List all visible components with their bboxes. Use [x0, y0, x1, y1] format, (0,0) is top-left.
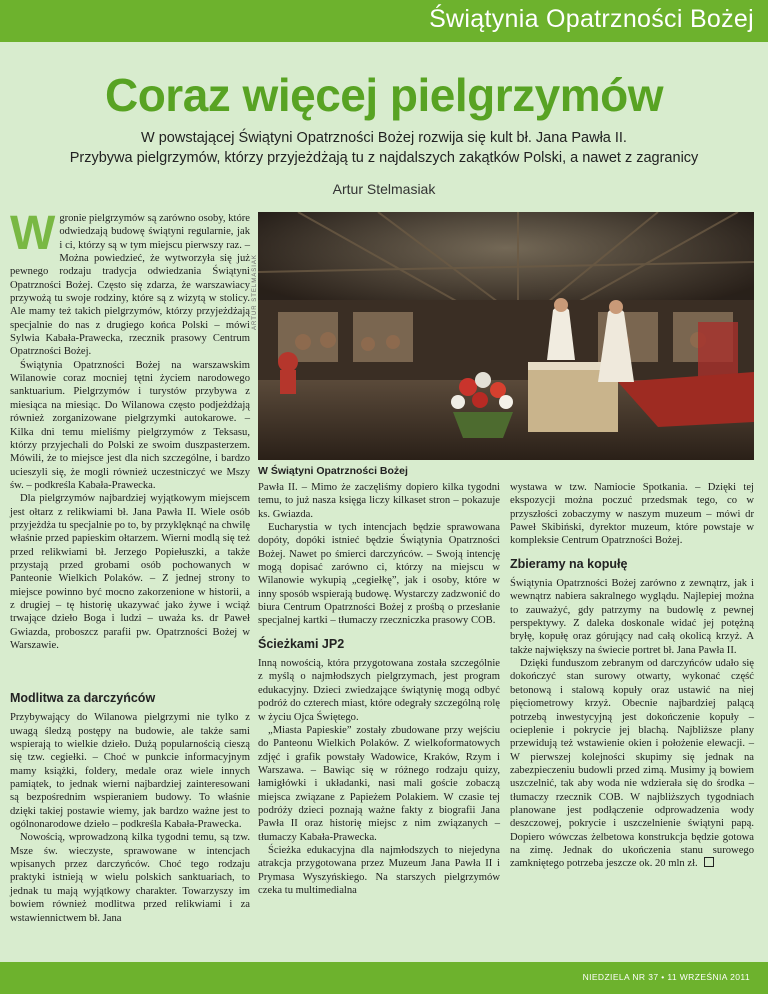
photo-illustration — [258, 212, 754, 460]
paragraph: Ścieżka edukacyjna dla najmłodszych to niejedyna atrakcja przygotowana przez Muzeum Jana Pawła II i Prymasa Wyszyńskiego. Na starszych pielgrzymów czeka tu multimedialna — [258, 844, 500, 896]
photo-caption: W Świątyni Opatrzności Bożej — [258, 465, 408, 477]
paragraph: Dla pielgrzymów najbardziej wyjątkowym miejscem jest ołtarz z relikwiami bł. Jana Pawła II. Wiele osób przyjeżdża tu specjalnie po to, by przyklęknąć na chwilę właśnie przed papieskim ołtarzem. Wierni modlą się też przed relikwiami bł. Jerzego Popiełuszki, a także przystają przed grobami osób pochowanych w Panteonie Wielkich Polaków. – Z jednej strony to miejsce powinno być mocno zakorzenione w historii, a z drugiej – tę historię ukazywać jako żywe i wciąż trwające dzieło Boga i ludzi – uważa ks. dr Paweł Gwiazda, proboszcz parafii pw. Opatrzności Bożej w Warszawie. — [10, 493, 250, 651]
paragraph-intro-text: gronie pielgrzymów są zarówno osoby, które odwiedzają budowę świątyni regularnie, jak i ci, którzy są w tym miejscu pierwszy raz. – Można powiedzieć, że wytworzyła się już pewnego rodzaju tradycja odwiedzania Świątyni Opatrzności Bożej. Często się zdarza, że warszawiacy przywożą tu swoje rodziny, które są z wizytą w stolicy. Ale mamy też takich pielgrzymów, którzy przyjeżdżają specjalnie do nas z drugiego końca Polski – mówi Sylwia Kabała-Prawecka, rzecznik prasowy Centrum Opatrzności Bożej. — [10, 213, 250, 358]
paragraph: „Miasta Papieskie” zostały zbudowane przy wejściu do Panteonu Wielkich Polaków. Z wielkoformatowych zdjęć i grafik powstały Wadowice, Kraków, Rzym i Warszawa. – Bawiąc się w różnego rodzaju quizy, łamigłówki i układanki, nasi mali goście zobaczą miejsca związane z Papieżem Polakiem. W czasie tej podróży dzieci poznają ważne fakty z biografii Jana Pawła II oraz historię miejsc z nim związanych – tłumaczy Kabała-Prawecka. — [258, 724, 500, 843]
paragraph: Świątynia Opatrzności Bożej na warszawskim Wilanowie coraz mocniej tętni życiem narodowego sanktuarium. Pielgrzymów i turystów przybywa z miesiąca na miesiąc. Do Wilanowa często podjeżdżają również zorganizowane pielgrzymki autokarowe. – Kilka dni temu mieliśmy pielgrzymów z Teksasu, którzy przyjechali do Polski ze swoim duszpasterzem. Mówili, że to miejsce jest dla nich szczególne, i bardzo ucieszyli się, że mogli również uczestniczyć we Mszy św. – podkreśla Kabała-Prawecka. — [10, 359, 250, 491]
column-3 — [510, 481, 754, 871]
paragraph: Przybywający do Wilanowa pielgrzymi nie tylko z uwagą śledzą postępy na budowie, ale także sami wspierają to wielkie dzieło. Dużą popularnością cieszą się tzw. cegiełki. – Choć w punkcie informacyjnym mamy książki, foldery, medale oraz wiele innych pamiątek, to jednak wierni najbardziej zainteresowani są bezpośrednim wspieraniem budowy. To właśnie dzięki takiej postawie wiemy, jak bardzo ważne jest to ogólnonarodowe dzieło – podkreśla Kabała-Prawecka. — [10, 712, 250, 831]
paragraph-final-text: Dzięki funduszom zebranym od darczyńców udało się dokończyć stan surowy otwarty, wykonać część betonową i stalową kopuły oraz ustawić na niej pięciometrowy krzyż. Obecnie najbardziej palącą potrzebą inwestycyjną jest dokończenie kopuły – ocieplenie i pokrycie jej blachą. Najbliższe plany przewidują też wstawienie okien i położenie elewacji. – W pierwszej kolejności skupimy się jednak na zabezpieczeniu budowli przed zimą. Musimy ją bowiem uszczelnić, tak aby woda nie wdzierała się do środka – tłumaczy rzecznik COB. W najbliższych tygodniach planowane jest podłączenie odprowadzenia wody deszczowej, pokrycie i uszczelnienie świątyni papą. Dopiero wówczas żelbetowa konstrukcja będzie gotowa na zimę. Jednak do ukończenia stanu surowego zamkniętego potrzeba jeszcze ok. 20 mln zł. — [510, 658, 754, 870]
paragraph-intro — [10, 207, 250, 359]
paragraph: Świątynia Opatrzności Bożej zarówno z zewnątrz, jak i wewnątrz nabiera sakralnego wyglądu. Najlepiej można to zauważyć, gdy patrzymy na budowlę z pewnej perspektywy. Z daleka doskonale widać jej potężną bryłę, kopułę oraz górujący nad całą okolicą krzyż. A także największy na świecie portret bł. Jana Pawła II. — [510, 578, 754, 656]
subheading-dome: Zbieramy na kopułę — [510, 556, 628, 571]
paragraph: Nowością, wprowadzoną kilka tygodni temu, są tzw. Msze św. wieczyste, sprawowane w intencjach wpisanych przez darczyńców. Choć tego rodzaju praktyki istnieją w wielu polskich sanktuariach, to jednak tu mają wyjątkowy charakter. Towarzyszy im bowiem również modlitwa przed relikwiami i za wstawiennictwem bł. Jana — [10, 832, 250, 924]
subheading-jp2-paths: Ścieżkami JP2 — [258, 636, 345, 651]
author-byline: Artur Stelmasiak — [332, 181, 436, 197]
paragraph: Eucharystia w tych intencjach będzie sprawowana dopóty, dopóki istnieć będzie Świątynia Opatrzności Bożej. Nawet po śmierci darczyńców. – Swoją intencję mogą dopisać zarówno ci, którzy na miejscu w Wilanowie wykupią „cegiełkę”, jak i osoby, które w inny sposób wspierają budowę. Wystarczy zadzwonić do biura Centrum Opatrzności Bożej z prośbą o przesłanie specjalnej kartki – tłumaczy rzeczniczka prasowy COB. — [258, 522, 500, 627]
subheading-donors: Modlitwa za darczyńców — [10, 691, 156, 705]
issue-info: NIEDZIELA NR 37 • 11 WRZEŚNIA 2011 — [582, 972, 750, 982]
section-header-bar — [0, 0, 768, 42]
column-1-lower — [10, 682, 250, 925]
lead-line-1: W powstającej Świątyni Opatrzności Bożej rozwija się kult bł. Jana Pawła II. — [141, 130, 627, 146]
section-title: Świątynia Opatrzności Bożej — [429, 5, 754, 33]
end-of-article-icon — [704, 857, 714, 867]
paragraph-final — [510, 657, 754, 871]
lead-line-2: Przybywa pielgrzymów, którzy przyjeżdżają tu z najdalszych zakątków Polski, a nawet z zagranicy — [69, 150, 699, 166]
drop-cap: W — [10, 207, 56, 260]
church-interior-photo — [258, 212, 754, 460]
article-lead — [20, 128, 748, 168]
column-2 — [258, 481, 500, 897]
article-headline: Coraz więcej pielgrzymów — [104, 69, 664, 121]
column-1-upper — [10, 207, 250, 652]
photo-credit: ARTUR STELMASIAK — [252, 254, 258, 330]
paragraph: Pawła II. – Mimo że zaczęliśmy dopiero kilka tygodni temu, to już nasza księga liczy kilkaset stron – pokazuje ks. Gwiazda. — [258, 482, 500, 520]
paragraph: wystawa w tzw. Namiocie Spotkania. – Dzięki tej ekspozycji można poczuć przedsmak tego, co w przyszłości zobaczymy w naszym muzeum – mówi dr Paweł Skibiński, dyrektor muzeum, które powstaje w kompleksie Centrum Opatrzności Bożej. — [510, 482, 754, 547]
footer-bar — [0, 962, 768, 994]
paragraph: Inną nowością, która przygotowana została szczególnie z myślą o najmłodszych pielgrzymach, jest program edukacyjny. Dzieci zwiedzające świątynię mogą odbyć podróż do czterech miast, które odegrały szczególną rolę w życiu Ojca Świętego. — [258, 658, 500, 723]
